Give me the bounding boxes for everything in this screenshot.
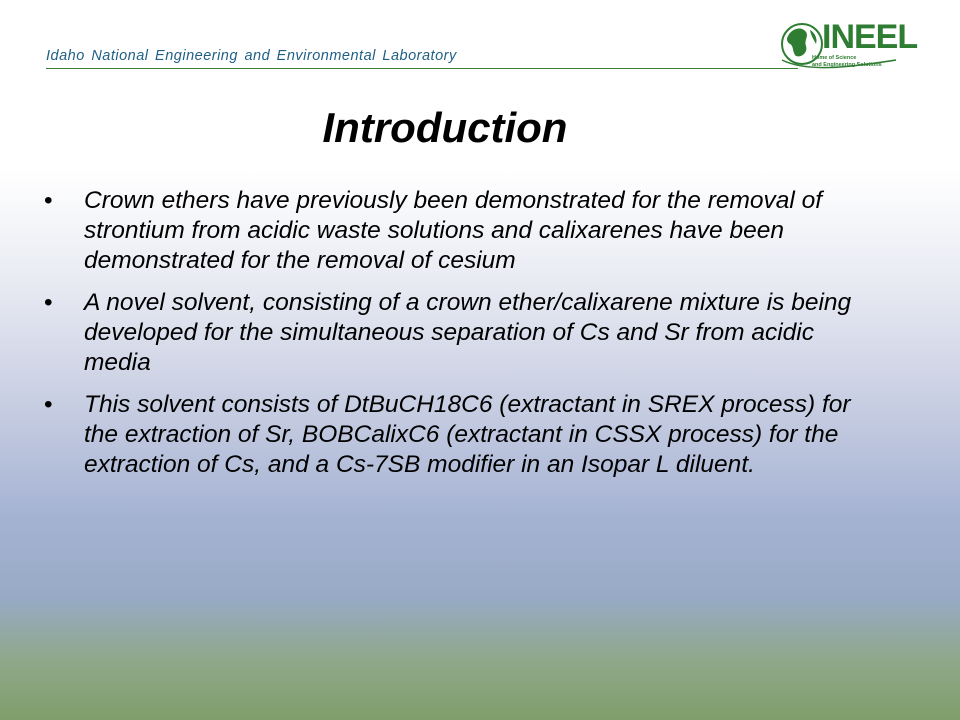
bullet-text: A novel solvent, consisting of a crown ether/calixarene mixture is being developed for the simultaneous separation of Cs and Sr from acidic media <box>84 289 852 376</box>
logo-tagline <box>812 55 922 68</box>
bullet-glyph: • <box>44 391 53 418</box>
header-org-text: Idaho National Engineering and Environmental Laboratory <box>46 48 457 64</box>
bullet-glyph: • <box>44 289 53 316</box>
bullet-item <box>44 390 854 480</box>
bullet-item <box>44 186 854 276</box>
bullet-text: Crown ethers have previously been demonstrated for the removal of strontium from acidic waste solutions and calixarenes have been demonstrated for the removal of cesium <box>84 187 823 274</box>
bullet-glyph: • <box>44 187 53 214</box>
bullet-text: This solvent consists of DtBuCH18C6 (extractant in SREX process) for the extraction of Sr, BOBCalixC6 (extractant in CSSX process) for the extraction of Cs, and a Cs-7SB modifier in an Isopar L diluent. <box>84 391 851 478</box>
logo-name: INEEL <box>822 18 918 56</box>
bullet-list <box>44 186 854 492</box>
logo-tagline-line2: and Engineering Solutions <box>812 61 882 68</box>
header-rule <box>46 68 798 69</box>
bullet-item <box>44 288 854 378</box>
slide-title: Introduction <box>322 104 568 151</box>
logo-tagline-line1: Home of Science <box>812 55 857 61</box>
